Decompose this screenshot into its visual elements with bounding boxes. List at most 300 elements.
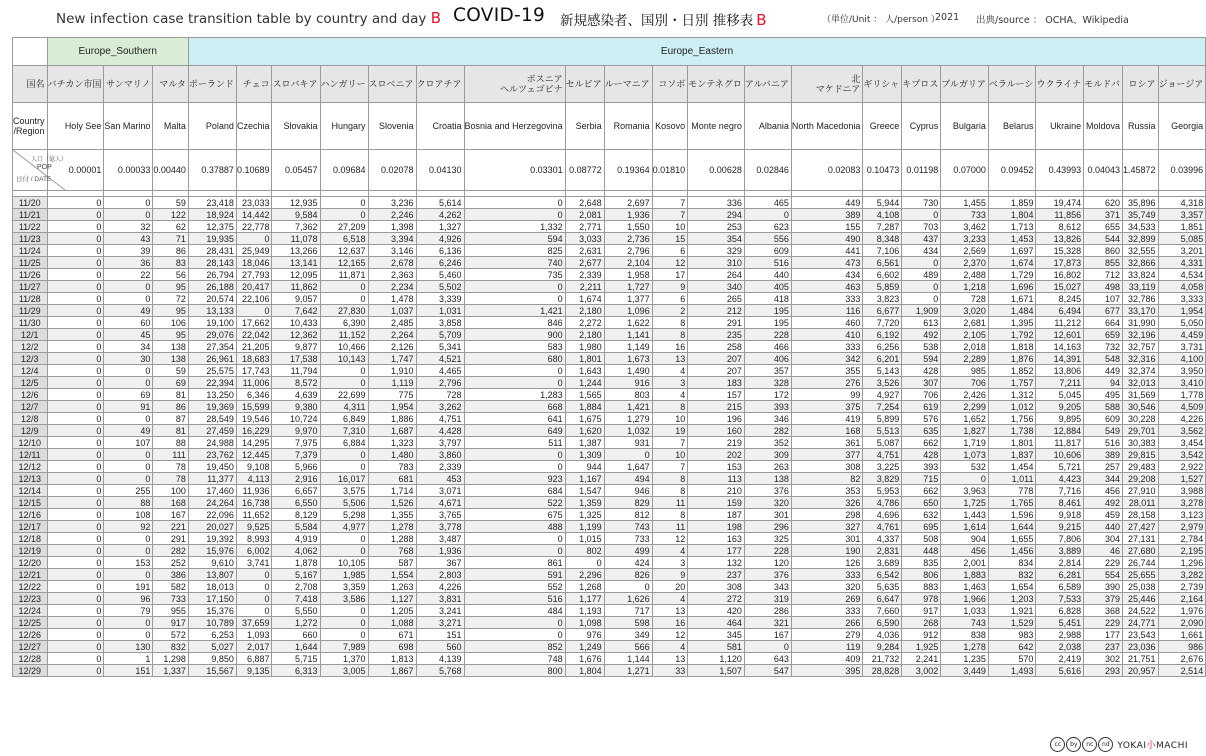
value-cell: 95 <box>153 305 189 317</box>
value-cell: 6,256 <box>863 341 902 353</box>
value-cell: 168 <box>791 425 863 437</box>
value-cell: 1,801 <box>988 437 1036 449</box>
value-cell: 28,828 <box>863 665 902 677</box>
value-cell: 3,689 <box>863 557 902 569</box>
value-cell: 860 <box>1084 245 1123 257</box>
value-cell: 229 <box>1084 617 1123 629</box>
value-cell: 31,569 <box>1123 389 1159 401</box>
value-cell: 18,013 <box>188 581 236 593</box>
value-cell: 420 <box>688 605 745 617</box>
table-row <box>13 221 1206 233</box>
population-value: 0.03996 <box>1158 150 1206 191</box>
value-cell: 29,076 <box>188 329 236 341</box>
value-cell: 1,484 <box>988 305 1036 317</box>
value-cell: 71 <box>153 233 189 245</box>
value-cell: 268 <box>902 617 941 629</box>
value-cell: 1,119 <box>368 377 416 389</box>
value-cell: 6,542 <box>863 569 902 581</box>
date-cell: 12/13 <box>13 473 48 485</box>
value-cell: 36 <box>104 257 153 269</box>
value-cell: 87 <box>153 413 189 425</box>
value-cell: 448 <box>902 545 941 557</box>
value-cell: 333 <box>791 605 863 617</box>
table-row <box>13 533 1206 545</box>
value-cell: 2,697 <box>604 197 652 209</box>
value-cell: 27,459 <box>188 425 236 437</box>
value-cell: 0 <box>47 485 104 497</box>
country-name-en: San Marino <box>104 103 153 150</box>
value-cell: 11,377 <box>188 473 236 485</box>
population-value: 0.01810 <box>652 150 688 191</box>
value-cell: 2,296 <box>565 569 604 581</box>
value-cell: 1,421 <box>464 305 565 317</box>
value-cell: 812 <box>604 509 652 521</box>
population-value: 0.43993 <box>1036 150 1084 191</box>
value-cell: 0 <box>47 461 104 473</box>
value-cell: 25,038 <box>1123 581 1159 593</box>
table-row <box>13 293 1206 305</box>
value-cell: 6,192 <box>863 329 902 341</box>
value-cell: 17 <box>652 269 688 281</box>
value-cell: 6,887 <box>236 653 272 665</box>
value-cell: 7,211 <box>1036 377 1084 389</box>
value-cell: 440 <box>1084 521 1123 533</box>
value-cell: 0 <box>47 545 104 557</box>
value-cell: 0 <box>104 281 153 293</box>
value-cell: 6,677 <box>863 305 902 317</box>
value-cell: 917 <box>902 605 941 617</box>
value-cell: 4,337 <box>863 533 902 545</box>
value-cell: 1,309 <box>565 449 604 461</box>
value-cell: 5,050 <box>1158 317 1206 329</box>
country-name-en: Moldova <box>1084 103 1123 150</box>
value-cell: 490 <box>791 233 863 245</box>
value-cell: 202 <box>688 449 745 461</box>
value-cell: 0 <box>47 569 104 581</box>
value-cell: 11,006 <box>236 377 272 389</box>
value-cell: 2,988 <box>1036 629 1084 641</box>
value-cell: 13,806 <box>1036 365 1084 377</box>
value-cell: 15,976 <box>188 545 236 557</box>
value-cell: 22,042 <box>236 329 272 341</box>
value-cell: 0 <box>47 641 104 653</box>
value-cell: 3,741 <box>236 557 272 569</box>
value-cell: 1,719 <box>941 437 989 449</box>
value-cell: 167 <box>744 629 791 641</box>
value-cell: 14,391 <box>1036 353 1084 365</box>
value-cell: 3,778 <box>416 521 464 533</box>
value-cell: 0 <box>236 305 272 317</box>
value-cell: 440 <box>744 269 791 281</box>
value-cell: 229 <box>1084 557 1123 569</box>
value-cell: 0 <box>47 233 104 245</box>
value-cell: 1,283 <box>464 389 565 401</box>
value-cell: 2,164 <box>1158 593 1206 605</box>
date-cell: 12/18 <box>13 533 48 545</box>
value-cell: 1,985 <box>320 569 368 581</box>
value-cell: 198 <box>688 521 745 533</box>
value-cell: 1,976 <box>1158 605 1206 617</box>
value-cell: 6,647 <box>863 593 902 605</box>
value-cell: 0 <box>744 209 791 221</box>
value-cell: 6,201 <box>863 353 902 365</box>
value-cell: 549 <box>1084 425 1123 437</box>
value-cell: 19 <box>652 425 688 437</box>
value-cell: 1,370 <box>320 653 368 665</box>
value-cell: 7 <box>652 197 688 209</box>
value-cell: 743 <box>941 617 989 629</box>
value-cell: 342 <box>791 353 863 365</box>
value-cell: 4,639 <box>272 389 320 401</box>
value-cell: 1,268 <box>565 581 604 593</box>
country-name-jp: モンテネグロ <box>688 66 745 103</box>
value-cell: 368 <box>1084 605 1123 617</box>
table-row <box>13 365 1206 377</box>
value-cell: 0 <box>236 569 272 581</box>
value-cell: 3,146 <box>368 245 416 257</box>
value-cell: 195 <box>744 305 791 317</box>
value-cell: 0 <box>320 377 368 389</box>
value-cell: 6,589 <box>1036 581 1084 593</box>
value-cell: 900 <box>464 329 565 341</box>
value-cell: 0 <box>104 377 153 389</box>
value-cell: 2,038 <box>1036 641 1084 653</box>
value-cell: 22 <box>104 269 153 281</box>
value-cell: 37,659 <box>236 617 272 629</box>
value-cell: 5,506 <box>320 497 368 509</box>
title-letter-jp: B <box>756 11 767 29</box>
value-cell: 1,954 <box>368 401 416 413</box>
value-cell: 349 <box>604 629 652 641</box>
value-cell: 10,606 <box>1036 449 1084 461</box>
value-cell: 72 <box>153 293 189 305</box>
value-cell: 279 <box>791 629 863 641</box>
value-cell: 19,369 <box>188 401 236 413</box>
value-cell: 609 <box>1084 413 1123 425</box>
value-cell: 4,521 <box>416 353 464 365</box>
value-cell: 0 <box>320 197 368 209</box>
value-cell: 733 <box>604 533 652 545</box>
value-cell: 18,683 <box>236 353 272 365</box>
value-cell: 1,818 <box>988 341 1036 353</box>
value-cell: 3,333 <box>1158 293 1206 305</box>
source-label: 出典/source ： OCHA、Wikipedia <box>976 15 1129 26</box>
value-cell: 619 <box>902 401 941 413</box>
value-cell: 976 <box>565 629 604 641</box>
table-row <box>13 269 1206 281</box>
value-cell: 1,011 <box>988 473 1036 485</box>
value-cell: 320 <box>791 581 863 593</box>
value-cell: 9,895 <box>1036 413 1084 425</box>
value-cell: 8,612 <box>1036 221 1084 233</box>
value-cell: 5,614 <box>416 197 464 209</box>
value-cell: 0 <box>47 365 104 377</box>
value-cell: 308 <box>688 581 745 593</box>
value-cell: 1,359 <box>565 497 604 509</box>
value-cell: 748 <box>464 653 565 665</box>
value-cell: 0 <box>47 533 104 545</box>
value-cell: 3,271 <box>416 617 464 629</box>
value-cell: 0 <box>47 389 104 401</box>
value-cell: 1,480 <box>368 449 416 461</box>
license-badges <box>1050 737 1113 752</box>
country-name-jp: サンマリノ <box>104 66 153 103</box>
value-cell: 15 <box>652 233 688 245</box>
value-cell: 35,749 <box>1123 209 1159 221</box>
value-cell: 386 <box>153 569 189 581</box>
table-row <box>13 485 1206 497</box>
value-cell: 650 <box>902 497 941 509</box>
value-cell: 9,108 <box>236 461 272 473</box>
value-cell: 4,226 <box>1158 413 1206 425</box>
value-cell: 463 <box>791 281 863 293</box>
value-cell: 9,284 <box>863 641 902 653</box>
value-cell: 393 <box>902 461 941 473</box>
country-name-en: Ukraine <box>1036 103 1084 150</box>
value-cell: 17,743 <box>236 365 272 377</box>
country-name-en: Croatia <box>416 103 464 150</box>
value-cell: 4,927 <box>863 389 902 401</box>
value-cell: 1,012 <box>988 401 1036 413</box>
value-cell: 1,714 <box>368 485 416 497</box>
country-name-en: Czechia <box>236 103 272 150</box>
value-cell: 0 <box>464 533 565 545</box>
country-name-en: Hungary <box>320 103 368 150</box>
value-cell: 1,478 <box>368 293 416 305</box>
value-cell: 912 <box>902 629 941 641</box>
value-cell: 8,129 <box>272 509 320 521</box>
value-cell: 1,859 <box>988 197 1036 209</box>
value-cell: 695 <box>902 521 941 533</box>
table-row <box>13 257 1206 269</box>
value-cell: 34,533 <box>1123 221 1159 233</box>
date-cell: 12/21 <box>13 569 48 581</box>
value-cell: 228 <box>744 545 791 557</box>
value-cell: 92 <box>104 521 153 533</box>
value-cell: 0 <box>320 281 368 293</box>
value-cell: 355 <box>791 365 863 377</box>
value-cell: 7,806 <box>1036 533 1084 545</box>
country-name-en: Albania <box>744 103 791 150</box>
value-cell: 733 <box>941 209 989 221</box>
value-cell: 7,362 <box>272 221 320 233</box>
value-cell: 116 <box>791 305 863 317</box>
value-cell: 566 <box>604 641 652 653</box>
value-cell: 282 <box>153 545 189 557</box>
date-cell: 11/28 <box>13 293 48 305</box>
country-name-en: Malta <box>153 103 189 150</box>
value-cell: 26,744 <box>1123 557 1159 569</box>
value-cell: 0 <box>47 353 104 365</box>
value-cell: 207 <box>688 353 745 365</box>
value-cell: 1,673 <box>604 353 652 365</box>
value-cell: 516 <box>464 593 565 605</box>
value-cell: 642 <box>988 641 1036 653</box>
table-row <box>13 425 1206 437</box>
value-cell: 655 <box>1084 221 1123 233</box>
value-cell: 32,196 <box>1123 329 1159 341</box>
value-cell: 405 <box>744 281 791 293</box>
value-cell: 410 <box>791 329 863 341</box>
value-cell: 0 <box>47 593 104 605</box>
date-cell: 11/26 <box>13 269 48 281</box>
value-cell: 377 <box>791 449 863 461</box>
value-cell: 588 <box>1084 401 1123 413</box>
value-cell: 7,310 <box>320 425 368 437</box>
value-cell: 1,980 <box>565 341 604 353</box>
value-cell: 319 <box>744 593 791 605</box>
value-cell: 6,346 <box>236 389 272 401</box>
value-cell: 3,339 <box>416 293 464 305</box>
value-cell: 336 <box>688 197 745 209</box>
value-cell: 916 <box>604 377 652 389</box>
value-cell: 1,218 <box>941 281 989 293</box>
value-cell: 3,282 <box>1158 569 1206 581</box>
value-cell: 187 <box>688 509 745 521</box>
value-cell: 775 <box>368 389 416 401</box>
table-row <box>13 449 1206 461</box>
value-cell: 4,058 <box>1158 281 1206 293</box>
value-cell: 0 <box>47 197 104 209</box>
country-name-jp: セルビア <box>565 66 604 103</box>
value-cell: 183 <box>688 377 745 389</box>
value-cell: 8 <box>652 401 688 413</box>
population-value: 0.02846 <box>744 150 791 191</box>
value-cell: 641 <box>464 413 565 425</box>
value-cell: 4,423 <box>1036 473 1084 485</box>
value-cell: 1,527 <box>1158 473 1206 485</box>
value-cell: 30 <box>104 353 153 365</box>
value-cell: 12 <box>652 257 688 269</box>
value-cell: 8,245 <box>1036 293 1084 305</box>
country-name-en: Georgia <box>1158 103 1206 150</box>
value-cell: 2,922 <box>1158 461 1206 473</box>
value-cell: 20,957 <box>1123 665 1159 677</box>
value-cell: 4 <box>652 545 688 557</box>
date-cell: 12/8 <box>13 413 48 425</box>
value-cell: 0 <box>941 473 989 485</box>
value-cell: 4,318 <box>1158 197 1206 209</box>
value-cell: 17,150 <box>188 593 236 605</box>
country-name-jp: ジョージア <box>1158 66 1206 103</box>
value-cell: 393 <box>744 401 791 413</box>
value-cell: 353 <box>791 485 863 497</box>
value-cell: 1,738 <box>988 425 1036 437</box>
value-cell: 15,376 <box>188 605 236 617</box>
value-cell: 7,287 <box>863 221 902 233</box>
value-cell: 291 <box>153 533 189 545</box>
value-cell: 955 <box>153 605 189 617</box>
title-letter: B <box>430 9 441 27</box>
value-cell: 1,096 <box>604 305 652 317</box>
value-cell: 835 <box>902 557 941 569</box>
population-value: 0.10473 <box>863 150 902 191</box>
value-cell: 1,614 <box>941 521 989 533</box>
value-cell: 428 <box>902 449 941 461</box>
value-cell: 6,550 <box>272 497 320 509</box>
value-cell: 264 <box>688 269 745 281</box>
value-cell: 0 <box>902 281 941 293</box>
value-cell: 12,165 <box>320 257 368 269</box>
value-cell: 832 <box>153 641 189 653</box>
value-cell: 418 <box>744 293 791 305</box>
value-cell: 3,278 <box>1158 497 1206 509</box>
value-cell: 5,709 <box>416 329 464 341</box>
table-row <box>13 557 1206 569</box>
country-name-jp: クロアチア <box>416 66 464 103</box>
country-name-en: Greece <box>863 103 902 150</box>
value-cell: 2,979 <box>1158 521 1206 533</box>
value-cell: 986 <box>1158 641 1206 653</box>
value-cell: 852 <box>464 641 565 653</box>
value-cell: 0 <box>47 221 104 233</box>
value-cell: 19,474 <box>1036 197 1084 209</box>
value-cell: 23,543 <box>1123 629 1159 641</box>
region-header-row <box>13 38 1206 66</box>
value-cell: 0 <box>236 605 272 617</box>
value-cell: 2,363 <box>368 269 416 281</box>
table-row <box>13 617 1206 629</box>
value-cell: 107 <box>1084 293 1123 305</box>
date-cell: 12/24 <box>13 605 48 617</box>
value-cell: 4,751 <box>863 449 902 461</box>
value-cell: 3,236 <box>368 197 416 209</box>
value-cell: 389 <box>1084 449 1123 461</box>
value-cell: 27,131 <box>1123 533 1159 545</box>
value-cell: 684 <box>464 485 565 497</box>
value-cell: 1,141 <box>604 329 652 341</box>
value-cell: 2,246 <box>368 209 416 221</box>
country-jp-row <box>13 66 1206 103</box>
value-cell: 465 <box>744 197 791 209</box>
value-cell: 18,046 <box>236 257 272 269</box>
value-cell: 978 <box>902 593 941 605</box>
value-cell: 151 <box>416 629 464 641</box>
value-cell: 0 <box>47 473 104 485</box>
value-cell: 1,647 <box>604 461 652 473</box>
table-row <box>13 413 1206 425</box>
value-cell: 10,433 <box>272 317 320 329</box>
value-cell: 329 <box>688 245 745 257</box>
value-cell: 944 <box>565 461 604 473</box>
value-cell: 2,708 <box>272 581 320 593</box>
value-cell: 286 <box>744 605 791 617</box>
pop-key-top: 人口（億人） <box>31 157 68 163</box>
value-cell: 1,878 <box>272 557 320 569</box>
value-cell: 83 <box>153 257 189 269</box>
value-cell: 419 <box>791 413 863 425</box>
value-cell: 3,562 <box>1158 425 1206 437</box>
value-cell: 237 <box>1084 641 1123 653</box>
value-cell: 3,575 <box>320 485 368 497</box>
population-value: 0.04043 <box>1084 150 1123 191</box>
value-cell: 389 <box>791 209 863 221</box>
value-cell: 12,362 <box>272 329 320 341</box>
value-cell: 2,784 <box>1158 533 1206 545</box>
value-cell: 681 <box>368 473 416 485</box>
country-name-jp: 北 マケドニア <box>791 66 863 103</box>
value-cell: 5,768 <box>416 665 464 677</box>
value-cell: 1,643 <box>565 365 604 377</box>
date-cell: 12/12 <box>13 461 48 473</box>
value-cell: 56 <box>153 269 189 281</box>
value-cell: 473 <box>791 257 863 269</box>
value-cell: 662 <box>902 437 941 449</box>
value-cell: 21,751 <box>1123 653 1159 665</box>
value-cell: 1,015 <box>565 533 604 545</box>
value-cell: 1,687 <box>368 425 416 437</box>
value-cell: 4,062 <box>272 545 320 557</box>
